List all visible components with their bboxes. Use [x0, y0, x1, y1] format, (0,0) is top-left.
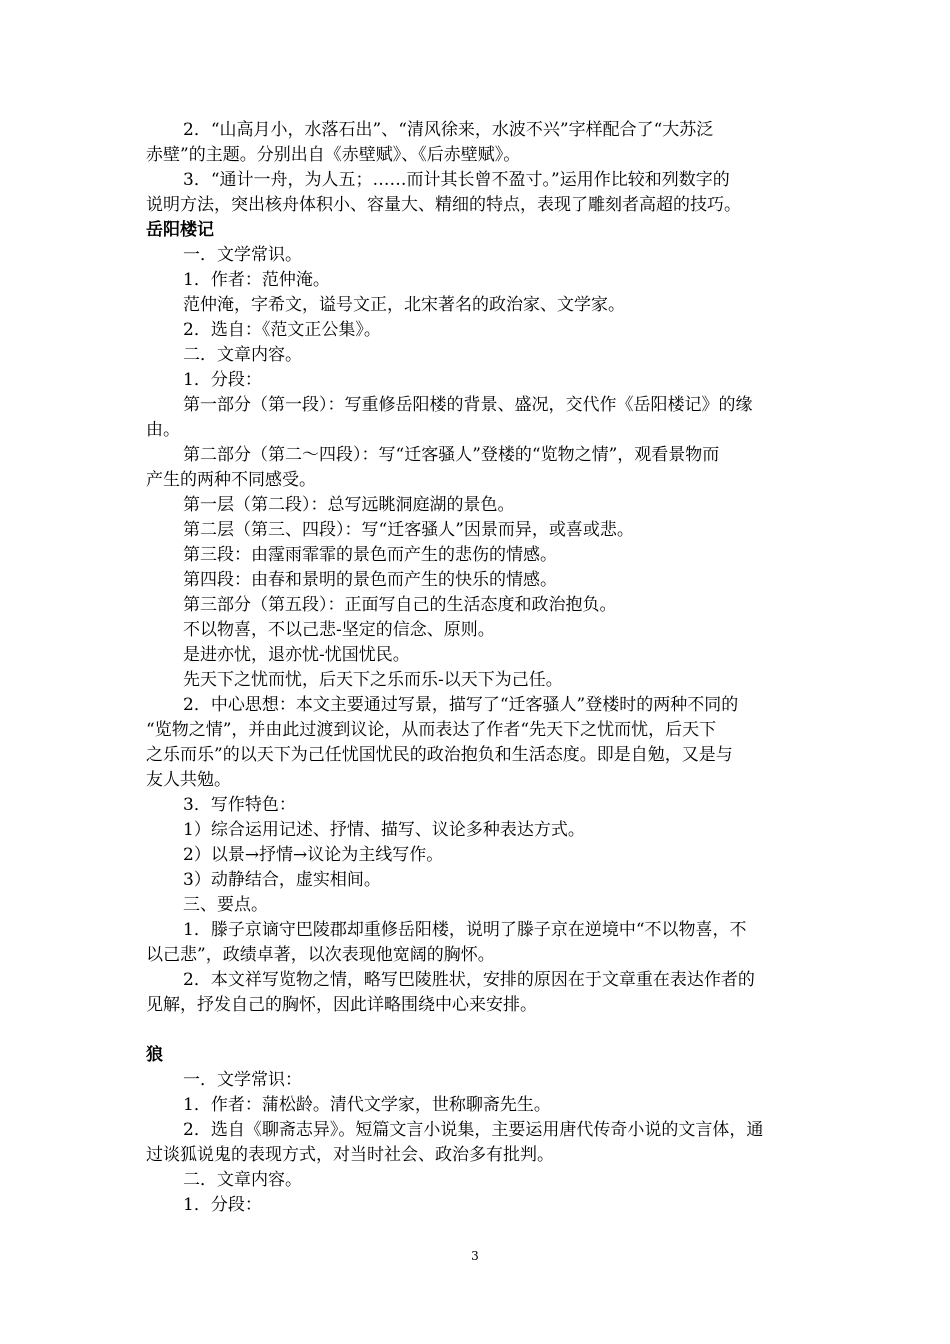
paragraph-line: 1）综合运用记述、抒情、描写、议论多种表达方式。 — [183, 820, 585, 840]
paragraph-line: 第一部分（第一段）：写重修岳阳楼的背景、盛况，交代作《岳阳楼记》的缘 — [183, 395, 753, 415]
section-heading-yueyanglouji: 岳阳楼记 — [146, 220, 214, 240]
paragraph-line: “览物之情”，并由此过渡到议论，从而表达了作者“先天下之忧而忧，后天下 — [146, 720, 717, 740]
paragraph-line: 1．分段： — [183, 1195, 262, 1215]
paragraph-line: 3．写作特色： — [183, 795, 296, 815]
paragraph-line: 产生的两种不同感受。 — [146, 470, 316, 490]
paragraph-line: 不以物喜，不以己悲-坚定的信念、原则。 — [183, 620, 495, 640]
paragraph-line: 2．中心思想：本文主要通过写景，描写了“迁客骚人”登楼时的两种不同的 — [183, 695, 739, 715]
paragraph-line: 二．文章内容。 — [183, 1170, 302, 1190]
paragraph-line: 说明方法，突出核舟体积小、容量大、精细的特点，表现了雕刻者高超的技巧。 — [146, 195, 741, 215]
paragraph-line: 一．文学常识： — [183, 1070, 302, 1090]
paragraph-line: 见解，抒发自己的胸怀，因此详略围绕中心来安排。 — [146, 995, 537, 1015]
blank-line — [146, 1018, 806, 1043]
paragraph-line: 一．文学常识。 — [183, 245, 302, 265]
paragraph-line: 第二层（第三、四段）：写“迁客骚人”因景而异，或喜或悲。 — [183, 520, 634, 540]
paragraph-line: 友人共勉。 — [146, 770, 231, 790]
paragraph-line: 1．作者：蒲松龄。清代文学家，世称聊斋先生。 — [183, 1095, 551, 1115]
paragraph-line: 3．“通计一舟，为人五；……而计其长曾不盈寸。”运用作比较和列数字的 — [183, 170, 730, 190]
paragraph-line: 三、要点。 — [183, 895, 268, 915]
paragraph-line: 2．“山高月小，水落石出”、“清风徐来，水波不兴”字样配合了“大苏泛 — [183, 120, 714, 140]
paragraph-line: 2）以景→抒情→议论为主线写作。 — [183, 845, 444, 865]
paragraph-line: 2．本文祥写览物之情，略写巴陵胜状，安排的原因在于文章重在表达作者的 — [183, 970, 755, 990]
paragraph-line: 2．选自《聊斋志异》。短篇文言小说集，主要运用唐代传奇小说的文言体，通 — [183, 1120, 764, 1140]
paragraph-line: 第四段：由春和景明的景色而产生的快乐的情感。 — [183, 570, 557, 590]
paragraph-line: 1．作者：范仲淹。 — [183, 270, 330, 290]
paragraph-line: 过谈狐说鬼的表现方式，对当时社会、政治多有批判。 — [146, 1145, 554, 1165]
paragraph-line: 第二部分（第二～四段）：写“迁客骚人”登楼的“览物之情”，观看景物而 — [183, 445, 720, 465]
paragraph-line: 3）动静结合，虚实相间。 — [183, 870, 381, 890]
paragraph-line: 第三段：由霪雨霏霏的景色而产生的悲伤的情感。 — [183, 545, 557, 565]
document-body — [146, 118, 806, 1218]
paragraph-line: 1．分段： — [183, 370, 262, 390]
paragraph-line: 1．滕子京谪守巴陵郡却重修岳阳楼，说明了滕子京在逆境中“不以物喜，不 — [183, 920, 747, 940]
paragraph-line: 是进亦忧，退亦忧-忧国忧民。 — [183, 645, 410, 665]
paragraph-line: 二．文章内容。 — [183, 345, 302, 365]
paragraph-line: 范仲淹，字希文，谥号文正，北宋著名的政治家、文学家。 — [183, 295, 625, 315]
paragraph-line: 赤壁”的主题。分别出自《赤壁赋》、《后赤壁赋》。 — [146, 145, 521, 165]
paragraph-line: 先天下之忧而忧，后天下之乐而乐-以天下为己任。 — [183, 670, 563, 690]
paragraph-line: 第一层（第二段）：总写远眺洞庭湖的景色。 — [183, 495, 515, 515]
paragraph-line: 由。 — [146, 420, 180, 440]
paragraph-line: 以己悲”，政绩卓著，以次表现他宽阔的胸怀。 — [146, 945, 495, 965]
paragraph-line: 第三部分（第五段）：正面写自己的生活态度和政治抱负。 — [183, 595, 617, 615]
section-heading-lang: 狼 — [146, 1045, 163, 1065]
paragraph-line: 2．选自：《范文正公集》。 — [183, 320, 381, 340]
paragraph-line: 之乐而乐”的以天下为己任忧国忧民的政治抱负和生活态度。即是自勉，又是与 — [146, 745, 733, 765]
page-number: 3 — [471, 1249, 479, 1263]
